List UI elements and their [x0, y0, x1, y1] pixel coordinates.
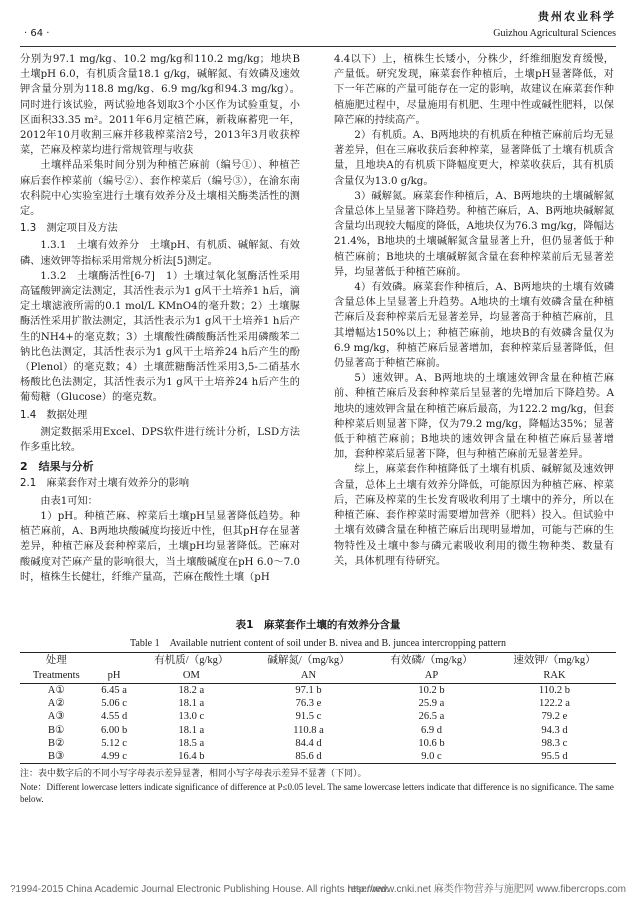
paragraph: 1.3.1 土壤有效养分 土壤pH、有机质、碱解氮、有效磷、速效钾等指标采用常规分析法[5]测定。 [20, 240, 300, 267]
header-cell: pH [93, 668, 136, 684]
table-cell: 16.4 b [136, 750, 247, 764]
table-cell: 97.1 b [295, 685, 322, 696]
right-column [334, 52, 614, 569]
header-cell: RAK [493, 668, 616, 684]
header-cell: OM [136, 668, 247, 684]
paragraph: 5）速效钾。A、B两地块的土壤速效钾含量在种植芒麻前、种植芒麻后及套种榨菜后呈显著的先增加后下降趋势。A地块的速效钾含量在种植芒麻后最高，为122.2 mg/kg，但套种榨菜后则显著下降，仅为79.2 mg/kg，降幅达35%；显著低于种植芒麻前；B地块的速效钾含量在种植芒麻后显著增加，套种榨菜后显著下降，但与种植芒麻前无显著差异。 [334, 373, 614, 461]
section-heading: 1.4 数据处理 [20, 409, 88, 421]
table-cell: 9.0 c [370, 750, 493, 764]
paragraph: 测定数据采用Excel、DPS软件进行统计分析，LSD方法作多重比较。 [20, 426, 300, 454]
nutrient-table-block [20, 617, 616, 805]
paragraph: 分别为97.1 mg/kg、10.2 mg/kg和110.2 mg/kg；地块B土壤pH 6.0，有机质含量18.1 g/kg，碱解氮、有效磷及速效钾含量分别为118.8 mg/kg、6.9 mg/kg和94.3 mg/kg）。同时进行该试验，两试验地各划取3个小区作为试验重复，小区面积33.35 m²。2011年6月定植芒麻，新栽麻蓄兜一年，2012年10月收割三麻并移栽榨菜涪2号，2013年3月收获榨菜，芒麻及榨菜均进行常规管理与收获 [20, 54, 300, 157]
table-cell: 76.3 e [295, 698, 322, 710]
paragraph: 2）有机质。A、B两地块的有机质在种植芒麻前后均无显著差异，但在三麻收获后套种榨菜，显著降低了土壤有机质含量，且地块A的有机质下降幅度更大，榨菜收获后，其有机质含量仅为13.0 g/kg。 [334, 130, 614, 187]
table-cell: 79.2 e [541, 711, 568, 723]
table-cell: 122.2 a [539, 698, 570, 710]
page-number: · 64 · [24, 28, 50, 39]
table-note: 注：表中数字后的不同小写字母表示差异显著，相同小写字母表示差异不显著（下同）。 [20, 769, 367, 780]
table-cell: 98.3 c [541, 737, 568, 749]
table-row [20, 737, 616, 750]
paragraph: 4）有效磷。麻菜套作种植后，A、B两地块的土壤有效磷含量总体上呈显著上升趋势。A地块的土壤有效磷含量在种植芒麻后及套种榨菜后无显著差异，均显著高于种植芒麻前，且其增幅达150%以上；种植芒麻前，地块B的有效磷含量仅为6.9 mg/kg，种植芒麻后显著增加，套种榨菜后显著降低，但仍显著高于种植芒麻前。 [334, 282, 614, 370]
header-cell: 速效钾/（mg/kg） [493, 653, 616, 669]
header-cell: AN [247, 668, 370, 684]
table-header-row [20, 668, 616, 684]
header-cell: 碱解氮/（mg/kg） [247, 653, 370, 669]
paragraph: 4.4以下）上，植株生长矮小，分株少，纤维细胞发育缓慢，产量低。研究发现，麻菜套作种植后，土壤pH显著降低，对下一年芒麻的产量可能存在一定的影响，故建议在麻菜套作种植施肥过程中，尽量施用有机肥、生理中性或碱性肥料，以保障芒麻的持续高产。 [334, 54, 614, 126]
paragraph: 综上，麻菜套作种植降低了土壤有机质、碱解氮及速效钾含量，总体上土壤有效养分降低，可能原因为种植芒麻、榨菜后，芒麻及榨菜的生长发育吸收利用了土壤中的养分，所以在种植芒麻、套作榨菜时需要增加营养（肥料）投入。但试验中土壤有效磷含量在种植芒麻后出现明显增加，可能与芒麻的生物特性及土壤中参与磷元素吸收利用的微生物种类、数量有关，具体机理有待研究。 [334, 464, 614, 567]
table-cell: 18.2 a [178, 685, 205, 696]
table-cell: 18.1 a [178, 698, 205, 710]
left-column [20, 52, 300, 585]
table-cell: 25.9 a [418, 698, 445, 710]
table-row [20, 750, 616, 764]
paragraph: 1.3.2 土壤酶活性[6-7] 1）土壤过氧化氢酶活性采用高锰酸钾滴定法测定，其活性表示为1 g风干土培养1 h后，滴定土壤滤液所需的0.1 mol/L KMnO4的毫升数；2）土壤脲酶活性采用扩散法测定，其活性表示为1 g风干土培养1 h后产生的NH4+的毫克数；3）土壤酸性磷酸酶活性采用磷酸苯二钠比色法测定，其活性表示为1 g风干土培养24 h后产生的酚（Plenol）的毫克数；4）土壤蔗糖酶活性采用3,5-二硝基水杨酸比色法测定，其活性表示为1 g风干土培养24 h后产生的葡萄糖（Glucose）的毫克数。 [20, 270, 300, 404]
table-cell: 18.1 a [178, 724, 205, 736]
table-title-english: Table 1 Available nutrient content of soil under B. nivea and B. juncea intercropping pattern [130, 638, 506, 649]
table-cell: A③ [47, 711, 65, 723]
table-cell: 4.55 d [100, 711, 128, 723]
table-cell: 6.9 d [420, 724, 442, 736]
table-cell: A① [47, 685, 65, 696]
table-row [20, 697, 616, 710]
table-cell: 91.5 c [295, 711, 322, 723]
copyright-notice: ?1994-2015 China Academic Journal Electronic Publishing House. All rights reserved. [10, 884, 390, 895]
table-cell: 5.06 c [101, 698, 127, 710]
table-cell: 110.2 b [538, 685, 571, 696]
journal-name: 贵州农业科学 [538, 10, 616, 23]
running-header [20, 24, 616, 47]
table-cell: 5.12 c [101, 737, 127, 749]
table-cell: 18.5 a [178, 737, 205, 749]
header-cell: AP [370, 668, 493, 684]
table-cell: 4.99 c [93, 750, 136, 764]
table-cell: 84.4 d [295, 737, 322, 749]
table-header-row [20, 653, 616, 669]
table-cell: 6.00 b [100, 724, 128, 736]
table-cell: 94.3 d [541, 724, 568, 736]
table-cell: 95.5 d [493, 750, 616, 764]
journal-english-name: Guizhou Agricultural Sciences [493, 28, 616, 39]
table-cell: 26.5 a [418, 711, 445, 723]
section-heading: 2 结果与分析 [20, 460, 94, 474]
table-row [20, 724, 616, 737]
table-cell: 10.6 b [418, 737, 445, 749]
table-cell: 10.2 b [418, 685, 445, 696]
table-row [20, 710, 616, 723]
header-cell [93, 653, 136, 669]
paragraph: 3）碱解氮。麻菜套作种植后，A、B两地块的土壤碱解氮含量总体上呈显著下降趋势。种植芒麻后，A、B两地块碱解氮含量均出现较大幅度的降低，A地块仅为76.3 mg/kg，降幅达21.4%，B地块的土壤碱解氮含量显著上升，但仍显著低于种植芒麻前；B地块的土壤碱解氮含量在套种榨菜前后无显著差异，均显著低于种植芒麻前。 [334, 190, 614, 278]
table-cell: B③ [20, 750, 93, 764]
table-cell: 85.6 d [247, 750, 370, 764]
header-cell: 有机质/（g/kg） [136, 653, 247, 669]
table-cell: B② [48, 737, 65, 749]
table-note-english: Note：Different lowercase letters indicate significance of difference at P≤0.05 level. The same lowercase letters indicate that difference is no significance. The same below. [20, 782, 614, 805]
table-title: 表1 麻菜套作土壤的有效养分含量 [235, 619, 401, 631]
nutrient-table [20, 652, 616, 764]
paragraph: 由表1可知： [40, 495, 98, 507]
table-cell: A② [47, 698, 65, 710]
header-cell: Treatments [20, 668, 93, 684]
table-row [20, 684, 616, 698]
section-heading: 1.3 测定项目及方法 [20, 223, 118, 235]
watermark-text: http://www.cnki.net 麻类作物营养与施肥网 www.fibercrops.com [347, 884, 626, 895]
table-cell: B① [48, 724, 65, 736]
header-cell: 处理 [20, 653, 93, 669]
table-cell: 110.8 a [293, 724, 324, 736]
section-heading: 2.1 麻菜套作对土壤有效养分的影响 [20, 478, 190, 490]
paragraph: 土壤样品采集时间分别为种植芒麻前（编号①）、种植芒麻后套作榨菜前（编号②）、套作榨菜后（编号③），在渝东南农科院中心实验室进行土壤有效养分及土壤相关酶类活性的测定。 [20, 160, 300, 218]
table-cell: 13.0 c [178, 711, 205, 723]
paragraph: 1）pH。种植芒麻、榨菜后土壤pH呈显著降低趋势。种植芒麻前，A、B两地块酸碱度均接近中性，但其pH存在显著差异，种植芒麻及套种榨菜后，土壤pH均显著降低。芒麻对酸碱度对芒麻产量的影响很大，当土壤酸碱度在pH 6.0～7.0时，植株生长健壮，纤维产量高，芒麻在酸性土壤（pH [20, 510, 300, 583]
table-cell: 6.45 a [101, 685, 127, 696]
header-cell: 有效磷/（mg/kg） [370, 653, 493, 669]
